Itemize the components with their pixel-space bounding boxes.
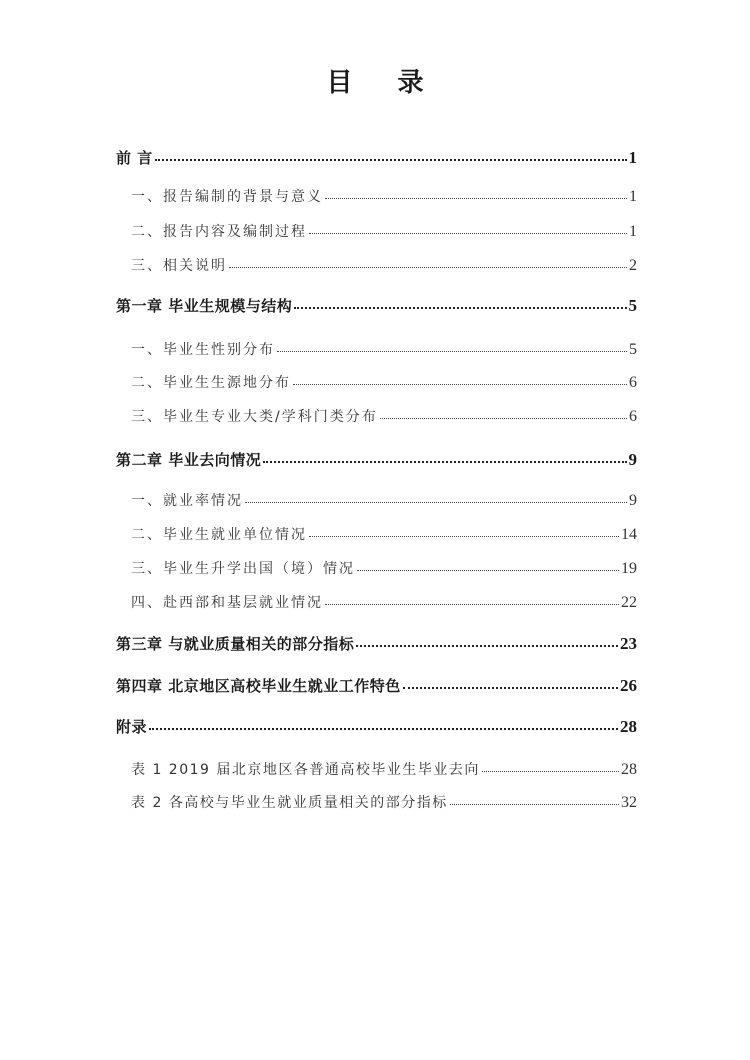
- toc-entry[interactable]: [131, 759, 637, 781]
- toc-entry-label: 一、就业率情况: [131, 493, 243, 509]
- toc-entry-page: 1: [628, 148, 637, 167]
- toc-entry-page: 22: [621, 594, 637, 611]
- toc-entry-page: 5: [629, 341, 637, 358]
- toc-entry[interactable]: [131, 372, 637, 394]
- dot-leader: [325, 198, 627, 199]
- dot-leader: [293, 384, 627, 385]
- toc-entry-page: 9: [628, 450, 637, 469]
- dot-leader: [263, 461, 626, 463]
- toc-entry[interactable]: [131, 524, 637, 546]
- toc-entry-page: 19: [621, 560, 637, 577]
- toc-entry-page: 23: [620, 634, 637, 653]
- dot-leader: [403, 687, 618, 689]
- toc-entry-label: 一、毕业生性别分布: [131, 342, 275, 358]
- toc-entry-label: 三、毕业生专业大类/学科门类分布: [131, 409, 378, 425]
- toc-entry[interactable]: [131, 592, 637, 614]
- toc-entry-page: 28: [621, 761, 637, 778]
- toc-entry-label: 三、毕业生升学出国（境）情况: [131, 561, 355, 577]
- dot-leader: [229, 267, 627, 268]
- toc-entry[interactable]: [131, 339, 637, 361]
- dot-leader: [482, 771, 619, 772]
- toc-title: 目 录: [326, 68, 442, 98]
- toc-entry-page: 1: [629, 223, 637, 240]
- toc-entry[interactable]: [116, 449, 637, 471]
- toc-entry-label: 四、赴西部和基层就业情况: [131, 595, 323, 611]
- toc-entry-page: 28: [620, 717, 637, 736]
- toc-entry-page: 9: [629, 492, 637, 509]
- toc-entry-label: 二、毕业生生源地分布: [131, 375, 291, 391]
- toc-entry-page: 32: [621, 794, 637, 811]
- toc-entry-label: 一、报告编制的背景与意义: [131, 189, 323, 205]
- dot-leader: [309, 233, 627, 234]
- toc-entry[interactable]: [116, 675, 637, 697]
- dot-leader: [450, 804, 619, 805]
- toc-entry[interactable]: [131, 490, 637, 512]
- dot-leader: [325, 604, 619, 605]
- toc-entry[interactable]: [131, 186, 637, 208]
- toc-entry-label: 第二章 毕业去向情况: [116, 451, 262, 469]
- dot-leader: [245, 502, 627, 503]
- toc-entry-page: 6: [629, 408, 637, 425]
- toc-entry-label: 二、报告内容及编制过程: [131, 224, 307, 240]
- dot-leader: [380, 418, 627, 419]
- toc-entry-label: 第四章 北京地区高校毕业生就业工作特色: [116, 677, 401, 695]
- toc-entry[interactable]: [131, 558, 637, 580]
- toc-entry-page: 2: [629, 257, 637, 274]
- toc-entry-page: 5: [628, 296, 637, 315]
- toc-entry[interactable]: [116, 147, 637, 169]
- dot-leader: [357, 570, 619, 571]
- toc-entry[interactable]: [131, 792, 637, 814]
- dot-leader: [155, 159, 627, 161]
- toc-entry-page: 14: [621, 526, 637, 543]
- toc-entry-label: 三、相关说明: [131, 258, 227, 274]
- toc-entry-label: 表 1 2019 届北京地区各普通高校毕业生毕业去向: [131, 762, 480, 778]
- toc-entry[interactable]: [131, 406, 637, 428]
- toc-entry-label: 表 2 各高校与毕业生就业质量相关的部分指标: [131, 795, 448, 811]
- toc-entry-label: 前 言: [116, 149, 153, 167]
- toc-entry[interactable]: [116, 716, 637, 738]
- dot-leader: [294, 307, 626, 309]
- dot-leader: [356, 645, 618, 647]
- toc-entry[interactable]: [116, 633, 637, 655]
- toc-entry-label: 附录: [116, 718, 148, 736]
- dot-leader: [309, 536, 619, 537]
- toc-entry[interactable]: [131, 221, 637, 243]
- dot-leader: [277, 351, 627, 352]
- toc-entry[interactable]: [131, 255, 637, 277]
- toc-entry-label: 第一章 毕业生规模与结构: [116, 297, 293, 315]
- toc-entry-page: 26: [620, 676, 637, 695]
- toc-entry-page: 6: [629, 374, 637, 391]
- toc-entry-page: 1: [629, 188, 637, 205]
- toc-entry[interactable]: [116, 295, 637, 317]
- dot-leader: [149, 728, 618, 730]
- toc-entry-label: 第三章 与就业质量相关的部分指标: [116, 635, 355, 653]
- toc-entry-label: 二、毕业生就业单位情况: [131, 527, 307, 543]
